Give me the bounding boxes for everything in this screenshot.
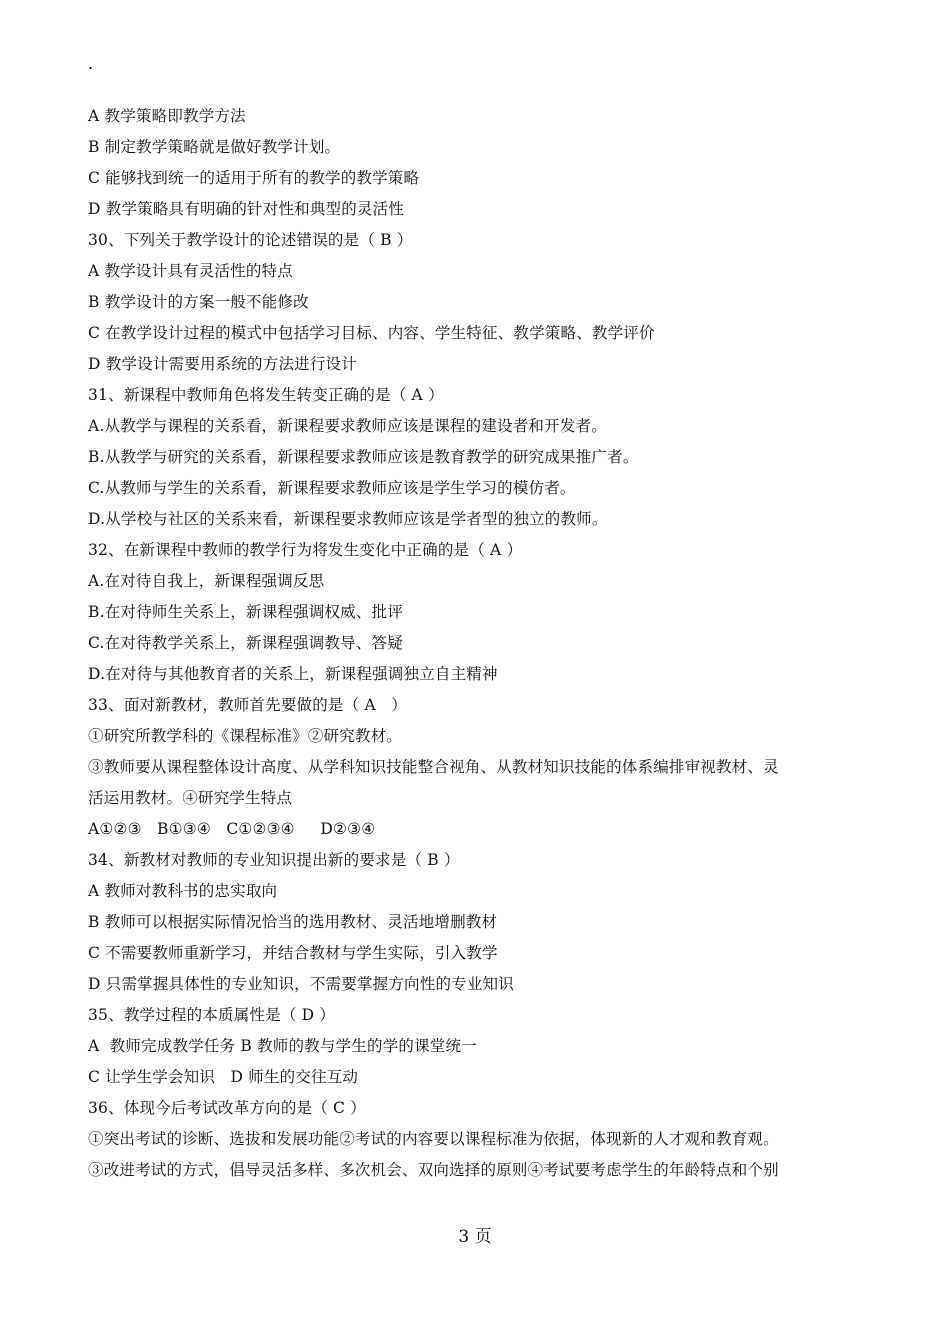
text-line: 活运用教材。④研究学生特点	[88, 789, 293, 807]
text-line: 33、面对新教材，教师首先要做的是（ A ）	[88, 696, 407, 714]
text-line: 31、新课程中教师角色将发生转变正确的是（ A ）	[88, 386, 444, 404]
text-line: ③改进考试的方式，倡导灵活多样、多次机会、双向选择的原则④考试要考虑学生的年龄特点和个别	[88, 1161, 779, 1179]
document-body	[88, 105, 848, 1190]
text-line: C 能够找到统一的适用于所有的教学的教学策略	[88, 169, 420, 187]
text-line: A 教师对教科书的忠实取向	[88, 882, 278, 900]
text-line: A.在对待自我上，新课程强调反思	[88, 572, 325, 590]
text-line: D 教学设计需要用系统的方法进行设计	[88, 355, 357, 373]
text-line: B 教学设计的方案一般不能修改	[88, 293, 309, 311]
page-number: 3 页	[458, 1227, 492, 1247]
text-line: A 教学设计具有灵活性的特点	[88, 262, 293, 280]
text-line: 30、下列关于教学设计的论述错误的是（ B ）	[88, 231, 413, 249]
text-line: 32、在新课程中教师的教学行为将发生变化中正确的是（ A ）	[88, 541, 523, 559]
text-line: B 制定教学策略就是做好教学计划。	[88, 138, 341, 156]
text-line: ①研究所教学科的《课程标准》②研究教材。	[88, 727, 403, 745]
text-line: A 教师完成教学任务 B 教师的教与学生的学的课堂统一	[88, 1037, 477, 1055]
text-line: 36、体现今后考试改革方向的是（ C ）	[88, 1099, 366, 1117]
text-line: A.从教学与课程的关系看，新课程要求教师应该是课程的建设者和开发者。	[88, 417, 607, 435]
text-line: C.从教师与学生的关系看，新课程要求教师应该是学生学习的模仿者。	[88, 479, 576, 497]
text-line: D.从学校与社区的关系来看，新课程要求教师应该是学者型的独立的教师。	[88, 510, 608, 528]
text-line: D 教学策略具有明确的针对性和典型的灵活性	[88, 200, 405, 218]
text-line: ①突出考试的诊断、选拔和发展功能②考试的内容要以课程标准为依据，体现新的人才观和教育观。	[88, 1130, 779, 1148]
text-line: C 不需要教师重新学习，并结合教材与学生实际，引入教学	[88, 944, 498, 962]
text-line: D 只需掌握具体性的专业知识，不需要掌握方向性的专业知识	[88, 975, 514, 993]
text-line: 35、教学过程的本质属性是（ D ）	[88, 1006, 336, 1024]
text-line: A 教学策略即教学方法	[88, 107, 246, 125]
text-line: ③教师要从课程整体设计高度、从学科知识技能整合视角、从教材知识技能的体系编排审视教材、灵	[88, 758, 779, 776]
text-line: 34、新教材对教师的专业知识提出新的要求是（ B ）	[88, 851, 460, 869]
text-line: C.在对待教学关系上，新课程强调教导、答疑	[88, 634, 403, 652]
header-mark: .	[88, 54, 94, 73]
text-line: B 教师可以根据实际情况恰当的选用教材、灵活地增删教材	[88, 913, 498, 931]
text-line: C 在教学设计过程的模式中包括学习目标、内容、学生特征、教学策略、教学评价	[88, 324, 655, 342]
text-line: B.在对待师生关系上，新课程强调权威、批评	[88, 603, 404, 621]
text-line: B.从教学与研究的关系看，新课程要求教师应该是教育教学的研究成果推广者。	[88, 448, 639, 466]
text-line: A①②③ B①③④ C①②③④ D②③④	[88, 820, 376, 838]
text-line: C 让学生学会知识 D 师生的交往互动	[88, 1068, 359, 1086]
text-line: D.在对待与其他教育者的关系上，新课程强调独立自主精神	[88, 665, 498, 683]
